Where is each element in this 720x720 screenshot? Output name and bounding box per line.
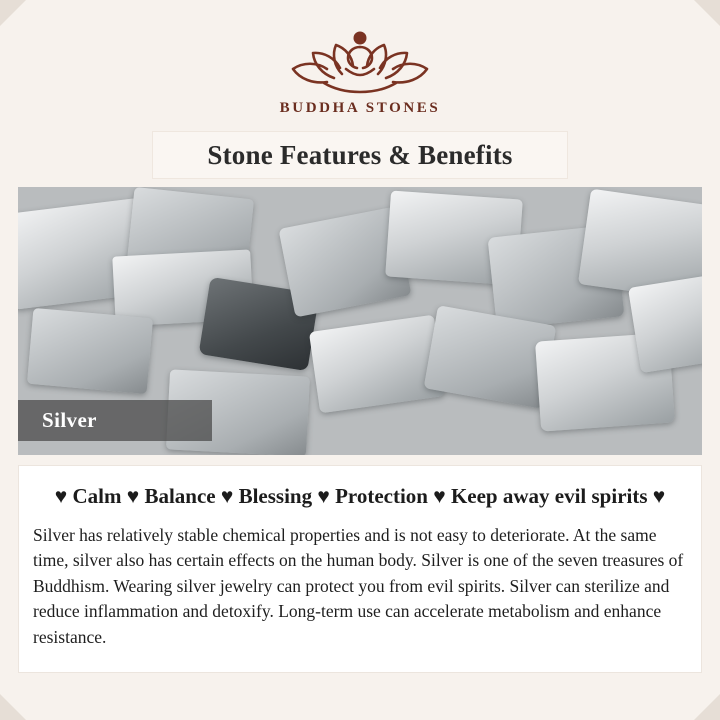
rock-shape — [27, 308, 153, 394]
brand-name: BUDDHA STONES — [279, 100, 441, 116]
corner-decoration-top-right — [694, 0, 720, 26]
lotus-meditation-icon — [272, 22, 448, 94]
rock-shape — [309, 315, 445, 414]
description-panel — [18, 465, 702, 673]
hero-image — [18, 187, 702, 455]
corner-decoration-top-left — [0, 0, 26, 26]
corner-decoration-bottom-right — [694, 694, 720, 720]
stone-description: Silver has relatively stable chemical properties and is not easy to deteriorate. At the same time, silver also has certain effects on the human body. Silver is one of the seven treasures of Buddhism. Wearing silver jewelry can protect you from evil spirits. Silver can sterilize and reduce inflammation and detoxify. Long-term use can accelerate metabolism and enhance resistance. — [33, 525, 684, 647]
rock-shape — [628, 271, 702, 373]
corner-decoration-bottom-left — [0, 694, 26, 720]
headline-band — [0, 131, 720, 179]
benefits-line: ♥ Calm ♥ Balance ♥ Blessing ♥ Protection ♥ Keep away evil spirits ♥ — [54, 484, 666, 508]
brand-block — [0, 0, 720, 117]
hero-caption-label: Silver — [18, 400, 212, 441]
page-title: Stone Features & Benefits — [207, 140, 513, 170]
